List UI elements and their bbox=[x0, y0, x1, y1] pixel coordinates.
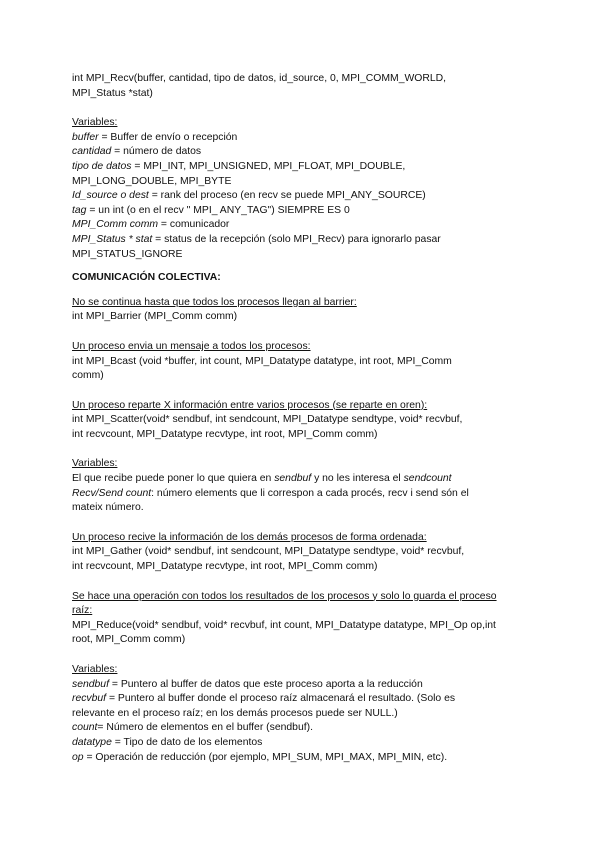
var-desc: = un int (o en el recv " MPI_ ANY_TAG") SIEMPRE ES 0 bbox=[86, 204, 350, 216]
var-desc: = comunicador bbox=[158, 219, 230, 231]
reduce-code-line-2: root, MPI_Comm comm) bbox=[72, 634, 186, 646]
document-body bbox=[72, 72, 534, 765]
reduce-var-op bbox=[72, 751, 534, 766]
recv-var-buffer bbox=[72, 131, 534, 146]
recv-signature-line-1: int MPI_Recv(buffer, cantidad, tipo de datos, id_source, 0, MPI_COMM_WORLD, bbox=[72, 73, 447, 84]
var-desc: = Puntero al buffer donde el proceso raíz almacenará el resultado. (Solo es bbox=[106, 693, 456, 705]
reduce-variables-title: Variables: bbox=[72, 664, 118, 675]
scatter-note-line-3: mateix número. bbox=[72, 502, 144, 514]
var-term: count bbox=[72, 722, 98, 734]
note-text: y no les interesa el bbox=[311, 473, 404, 485]
spacer bbox=[72, 575, 534, 590]
bcast-title: Un proceso envia un mensaje a todos los procesos: bbox=[72, 340, 311, 352]
scatter-variables-title: Variables: bbox=[72, 458, 118, 470]
recv-var-status bbox=[72, 233, 534, 248]
var-desc: MPI_LONG_DOUBLE, MPI_BYTE bbox=[72, 175, 232, 187]
reduce-code-line-1: MPI_Reduce(void* sendbuf, void* recvbuf, int count, MPI_Datatype datatype, MPI_Op op,int bbox=[72, 619, 496, 631]
reduce-var-datatype bbox=[72, 736, 534, 751]
spacer bbox=[72, 648, 534, 663]
scatter-note-line-2 bbox=[72, 487, 534, 502]
recv-var-tipo bbox=[72, 160, 534, 175]
spacer bbox=[72, 516, 534, 531]
var-term: cantidad bbox=[72, 146, 112, 158]
var-term: datatype bbox=[72, 736, 112, 748]
var-term: op bbox=[72, 751, 84, 763]
note-text: : número elements que li correspon a cada procés, recv i send són el bbox=[151, 487, 469, 499]
recv-var-source bbox=[72, 189, 534, 204]
gather-title: Un proceso recive la información de los demás procesos de forma ordenada: bbox=[72, 531, 427, 543]
barrier-code: int MPI_Barrier (MPI_Comm comm) bbox=[72, 311, 238, 323]
spacer bbox=[72, 384, 534, 399]
recv-var-comm bbox=[72, 218, 534, 233]
var-desc: = número de datos bbox=[111, 146, 202, 158]
note-term: sendcount bbox=[403, 473, 452, 485]
recv-var-status-cont bbox=[72, 248, 534, 263]
var-desc: = Tipo de dato de los elementos bbox=[111, 736, 263, 748]
recv-var-tag bbox=[72, 204, 534, 219]
reduce-var-recvbuf bbox=[72, 692, 534, 707]
spacer bbox=[72, 325, 534, 340]
var-desc: relevante en el proceso raíz; en los demás procesos puede ser NULL.) bbox=[72, 707, 398, 719]
reduce-title-line-1: Se hace una operación con todos los resultados de los procesos y solo lo guarda el proceso bbox=[72, 590, 497, 602]
bcast-code-line-2: comm) bbox=[72, 370, 104, 382]
bcast-code-line-1: int MPI_Bcast (void *buffer, int count, MPI_Datatype datatype, int root, MPI_Comm bbox=[72, 355, 452, 367]
var-term: tag bbox=[72, 204, 87, 216]
var-desc: = Buffer de envío o recepción bbox=[98, 131, 238, 143]
recv-variables-title: Variables: bbox=[72, 117, 118, 129]
scatter-code-line-1: int MPI_Scatter(void* sendbuf, int sendcount, MPI_Datatype sendtype, void* recvbuf, bbox=[72, 414, 463, 426]
reduce-var-recvbuf-cont bbox=[72, 707, 534, 722]
var-term: buffer bbox=[72, 131, 99, 143]
var-term: recvbuf bbox=[72, 693, 107, 705]
barrier-title: No se continua hasta que todos los procesos llegan al barrier: bbox=[72, 296, 357, 308]
var-term: tipo de datos bbox=[72, 160, 132, 172]
var-desc: = Puntero al buffer de datos que este proceso aporta a la reducción bbox=[108, 678, 423, 690]
var-term: Id_source o dest bbox=[72, 190, 149, 202]
spacer bbox=[72, 442, 534, 457]
reduce-title-line-2: raíz: bbox=[72, 605, 93, 617]
recv-signature-line-2: MPI_Status *stat) bbox=[72, 87, 153, 99]
spacer bbox=[72, 101, 534, 116]
var-term: MPI_Status * stat bbox=[72, 233, 153, 245]
gather-code-line-1: int MPI_Gather (void* sendbuf, int sendcount, MPI_Datatype sendtype, void* recvbuf, bbox=[72, 546, 465, 558]
recv-var-tipo-cont bbox=[72, 175, 534, 190]
note-text: El que recibe puede poner lo que quiera en bbox=[72, 473, 275, 485]
var-desc: = status de la recepción (solo MPI_Recv) para ignorarlo pasar bbox=[152, 233, 441, 245]
scatter-code-line-2: int recvcount, MPI_Datatype recvtype, int root, MPI_Comm comm) bbox=[72, 428, 378, 440]
note-term: Recv/Send count bbox=[72, 487, 152, 499]
reduce-var-count bbox=[72, 721, 534, 736]
var-term: sendbuf bbox=[72, 678, 109, 690]
scatter-title: Un proceso reparte X información entre varios procesos (se reparte en oren): bbox=[72, 399, 428, 411]
scatter-note-line-1 bbox=[72, 472, 534, 487]
var-term: MPI_Comm comm bbox=[72, 219, 159, 231]
var-desc: = rank del proceso (en recv se puede MPI_ANY_SOURCE) bbox=[148, 190, 426, 202]
var-desc: = MPI_INT, MPI_UNSIGNED, MPI_FLOAT, MPI_DOUBLE, bbox=[131, 160, 406, 172]
var-desc: = Operación de reducción (por ejemplo, MPI_SUM, MPI_MAX, MPI_MIN, etc). bbox=[83, 751, 448, 763]
note-term: sendbuf bbox=[274, 473, 312, 485]
gather-code-line-2: int recvcount, MPI_Datatype recvtype, int root, MPI_Comm comm) bbox=[72, 561, 378, 573]
reduce-var-sendbuf bbox=[72, 678, 534, 693]
var-desc: = Número de elementos en el buffer (sendbuf). bbox=[97, 722, 313, 734]
recv-var-cantidad bbox=[72, 145, 534, 160]
var-desc: MPI_STATUS_IGNORE bbox=[72, 248, 183, 260]
section-heading: COMUNICACIÓN COLECTIVA: bbox=[72, 272, 221, 284]
